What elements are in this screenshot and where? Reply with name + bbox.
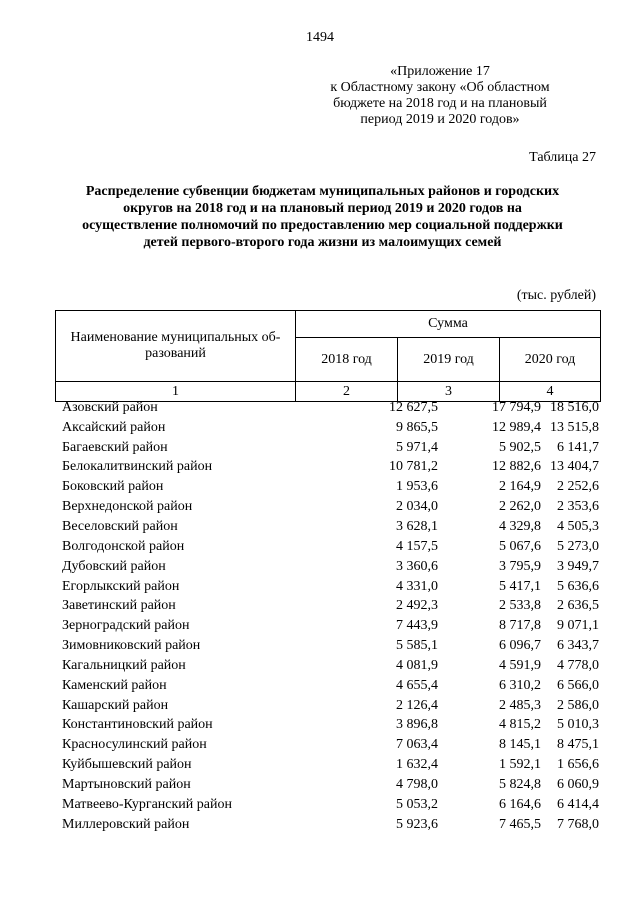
value-2019: 2 262,0 [499, 499, 541, 515]
municipality-name: Мартыновский район [62, 776, 191, 792]
title-line: детей первого-второго года жизни из малоимущих семей [143, 235, 502, 250]
table-row [55, 438, 600, 458]
value-2019: 7 465,5 [499, 816, 541, 832]
municipality-name: Кагальницкий район [62, 657, 186, 673]
value-2018: 3 360,6 [396, 558, 438, 574]
value-2019: 8 145,1 [499, 737, 541, 753]
value-2018: 4 655,4 [396, 677, 438, 693]
units-label: (тыс. рублей) [516, 288, 596, 303]
table-row [55, 596, 600, 616]
table-row [55, 458, 600, 478]
municipality-name: Белокалитвинский район [62, 459, 213, 475]
value-2020: 5 273,0 [557, 538, 599, 554]
table-row [55, 795, 600, 815]
value-2019: 12 989,4 [492, 419, 541, 435]
column-header-name: Наименование муниципальных об-разований [56, 311, 296, 382]
value-2019: 2 533,8 [499, 598, 541, 614]
table-row [55, 755, 600, 775]
value-2020: 6 343,7 [557, 638, 599, 654]
value-2018: 5 585,1 [396, 638, 438, 654]
value-2020: 7 768,0 [557, 816, 599, 832]
value-2020: 4 505,3 [557, 518, 599, 534]
value-2019: 17 794,9 [492, 399, 541, 415]
value-2018: 2 126,4 [396, 697, 438, 713]
value-2019: 4 329,8 [499, 518, 541, 534]
value-2018: 7 063,4 [396, 737, 438, 753]
table-row [55, 735, 600, 755]
appendix-note [300, 64, 580, 128]
municipality-name: Заветинский район [62, 598, 176, 614]
table-row [55, 398, 600, 418]
column-number: 3 [398, 382, 500, 402]
table-row [55, 517, 600, 537]
municipality-name: Веселовский район [62, 518, 178, 534]
municipality-name: Аксайский район [62, 419, 166, 435]
table-row [55, 418, 600, 438]
value-2020: 13 404,7 [550, 459, 599, 475]
value-2020: 6 141,7 [557, 439, 599, 455]
value-2019: 6 164,6 [499, 796, 541, 812]
value-2018: 7 443,9 [396, 618, 438, 634]
appendix-line: к Областному закону «Об областном [330, 80, 550, 95]
value-2020: 5 010,3 [557, 717, 599, 733]
municipality-name: Куйбышевский район [62, 757, 192, 773]
value-2019: 5 824,8 [499, 776, 541, 792]
value-2020: 6 060,9 [557, 776, 599, 792]
municipality-name: Верхнедонской район [62, 499, 193, 515]
municipality-name: Дубовский район [62, 558, 166, 574]
appendix-line: период 2019 и 2020 годов» [360, 112, 520, 127]
column-number: 2 [296, 382, 398, 402]
value-2019: 1 592,1 [499, 757, 541, 773]
value-2018: 12 627,5 [389, 399, 438, 415]
column-number: 1 [56, 382, 296, 402]
value-2019: 6 310,2 [499, 677, 541, 693]
table-row [55, 716, 600, 736]
table-row [55, 656, 600, 676]
table-row [55, 557, 600, 577]
value-2020: 2 586,0 [557, 697, 599, 713]
page-number: 1494 [306, 30, 334, 45]
value-2018: 2 034,0 [396, 499, 438, 515]
value-2020: 13 515,8 [550, 419, 599, 435]
municipality-name: Волгодонской район [62, 538, 185, 554]
value-2018: 5 923,6 [396, 816, 438, 832]
value-2018: 1 632,4 [396, 757, 438, 773]
value-2020: 2 353,6 [557, 499, 599, 515]
municipality-name: Кашарский район [62, 697, 169, 713]
value-2018: 4 331,0 [396, 578, 438, 594]
municipality-name: Багаевский район [62, 439, 168, 455]
value-2020: 9 071,1 [557, 618, 599, 634]
table-row [55, 537, 600, 557]
value-2020: 2 252,6 [557, 479, 599, 495]
value-2019: 12 882,6 [492, 459, 541, 475]
municipality-name: Зимовниковский район [62, 638, 201, 654]
value-2019: 2 164,9 [499, 479, 541, 495]
table-row [55, 616, 600, 636]
value-2020: 18 516,0 [550, 399, 599, 415]
table-row [55, 477, 600, 497]
title-line: Распределение субвенции бюджетам муниципальных районов и городских [85, 184, 560, 199]
column-header-2018: 2018 год [296, 338, 398, 382]
value-2019: 8 717,8 [499, 618, 541, 634]
value-2018: 9 865,5 [396, 419, 438, 435]
value-2020: 2 636,5 [557, 598, 599, 614]
value-2020: 1 656,6 [557, 757, 599, 773]
value-2020: 8 475,1 [557, 737, 599, 753]
value-2019: 4 815,2 [499, 717, 541, 733]
value-2018: 5 971,4 [396, 439, 438, 455]
municipality-name: Боковский район [62, 479, 164, 495]
value-2018: 10 781,2 [389, 459, 438, 475]
column-header-2019: 2019 год [398, 338, 500, 382]
value-2019: 5 902,5 [499, 439, 541, 455]
table-header [55, 310, 601, 402]
municipality-name: Каменский район [62, 677, 167, 693]
value-2018: 4 157,5 [396, 538, 438, 554]
column-header-sum: Сумма [296, 311, 601, 338]
table-row [55, 676, 600, 696]
appendix-line: бюджете на 2018 год и на плановый [333, 96, 547, 111]
municipality-name: Миллеровский район [62, 816, 190, 832]
municipality-name: Матвеево-Курганский район [62, 796, 232, 812]
title-line: осуществление полномочий по предоставлению мер социальной поддержки [82, 218, 563, 233]
value-2018: 4 081,9 [396, 657, 438, 673]
value-2020: 6 414,4 [557, 796, 599, 812]
value-2020: 6 566,0 [557, 677, 599, 693]
value-2018: 5 053,2 [396, 796, 438, 812]
value-2018: 3 896,8 [396, 717, 438, 733]
table-row [55, 775, 600, 795]
table-number: Таблица 27 [529, 150, 596, 165]
table-body [55, 398, 600, 835]
title-line: округов на 2018 год и на плановый период 2019 и 2020 годов на [123, 201, 522, 216]
table-row [55, 636, 600, 656]
appendix-line: «Приложение 17 [390, 64, 490, 79]
table-row [55, 815, 600, 835]
value-2018: 2 492,3 [396, 598, 438, 614]
municipality-name: Азовский район [62, 399, 158, 415]
table-row [55, 577, 600, 597]
value-2018: 1 953,6 [396, 479, 438, 495]
column-header-2020: 2020 год [500, 338, 601, 382]
document-title [50, 183, 595, 251]
value-2019: 6 096,7 [499, 638, 541, 654]
value-2019: 4 591,9 [499, 657, 541, 673]
value-2018: 3 628,1 [396, 518, 438, 534]
value-2019: 3 795,9 [499, 558, 541, 574]
value-2019: 5 417,1 [499, 578, 541, 594]
municipality-name: Константиновский район [62, 717, 213, 733]
municipality-name: Зерноградский район [62, 618, 190, 634]
value-2019: 5 067,6 [499, 538, 541, 554]
municipality-name: Егорлыкский район [62, 578, 180, 594]
value-2018: 4 798,0 [396, 776, 438, 792]
table-row [55, 497, 600, 517]
table-row [55, 696, 600, 716]
value-2020: 3 949,7 [557, 558, 599, 574]
value-2020: 4 778,0 [557, 657, 599, 673]
column-number: 4 [500, 382, 601, 402]
value-2020: 5 636,6 [557, 578, 599, 594]
value-2019: 2 485,3 [499, 697, 541, 713]
municipality-name: Красносулинский район [62, 737, 207, 753]
